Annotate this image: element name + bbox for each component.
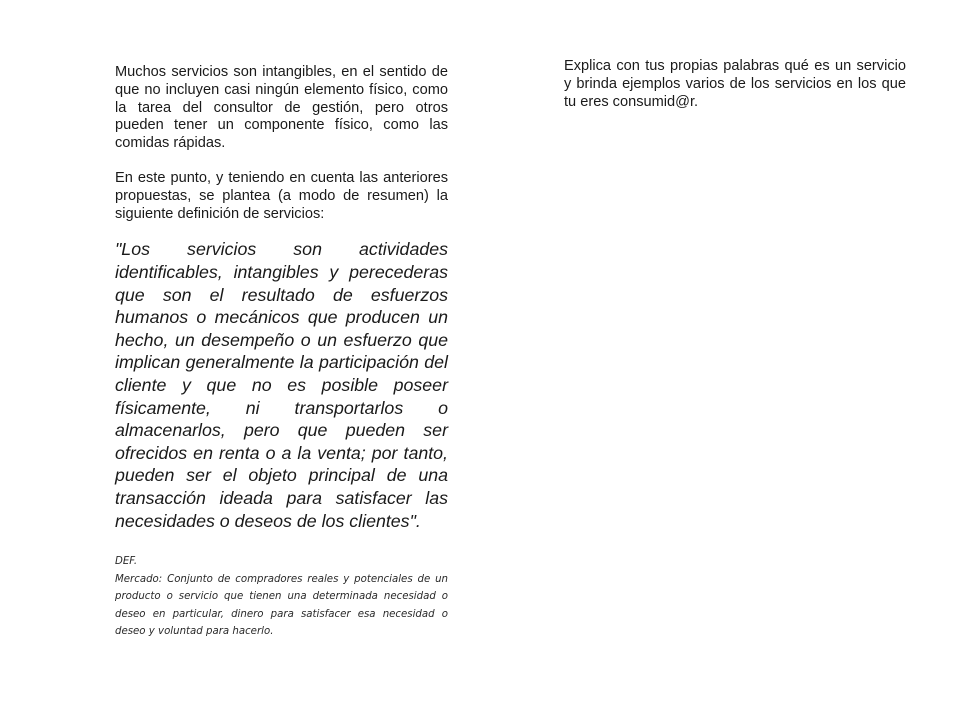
services-definition-quote: "Los servicios son actividades identificables, intangibles y perecederas que son el resultado de esfuerzos humanos o mecánicos que producen un hecho, un desempeño o un esfuerzo que implican generalmente la participación del cliente y que no es posible poseer físicamente, ni transportarlos o almacenarlos, pero que pueden ser ofrecidos en renta o a la venta; por tanto, pueden ser el objeto principal de una transacción ideada para satisfacer las necesidades o deseos de los clientes".	[115, 239, 448, 531]
market-definition	[115, 553, 448, 641]
left-text-column	[115, 64, 448, 641]
definition-label: DEF.	[115, 556, 138, 568]
context-paragraph: En este punto, y teniendo en cuenta las anteriores propuestas, se plantea (a modo de resumen) la siguiente definición de servicios:	[115, 169, 448, 222]
intro-paragraph: Muchos servicios son intangibles, en el sentido de que no incluyen casi ningún elemento físico, como la tarea del consultor de gestión, pero otros pueden tener un componente físico, como las comidas rápidas.	[115, 64, 448, 152]
right-text-column	[564, 57, 906, 112]
activity-instruction: Explica con tus propias palabras qué es un servicio y brinda ejemplos varios de los servicios en los que tu eres consumid@r.	[564, 58, 906, 111]
definition-text: Mercado: Conjunto de compradores reales y potenciales de un producto o servicio que tienen una determinada necesidad o deseo en particular, dinero para satisfacer esa necesidad o deseo y voluntad para hacerlo.	[115, 573, 448, 638]
